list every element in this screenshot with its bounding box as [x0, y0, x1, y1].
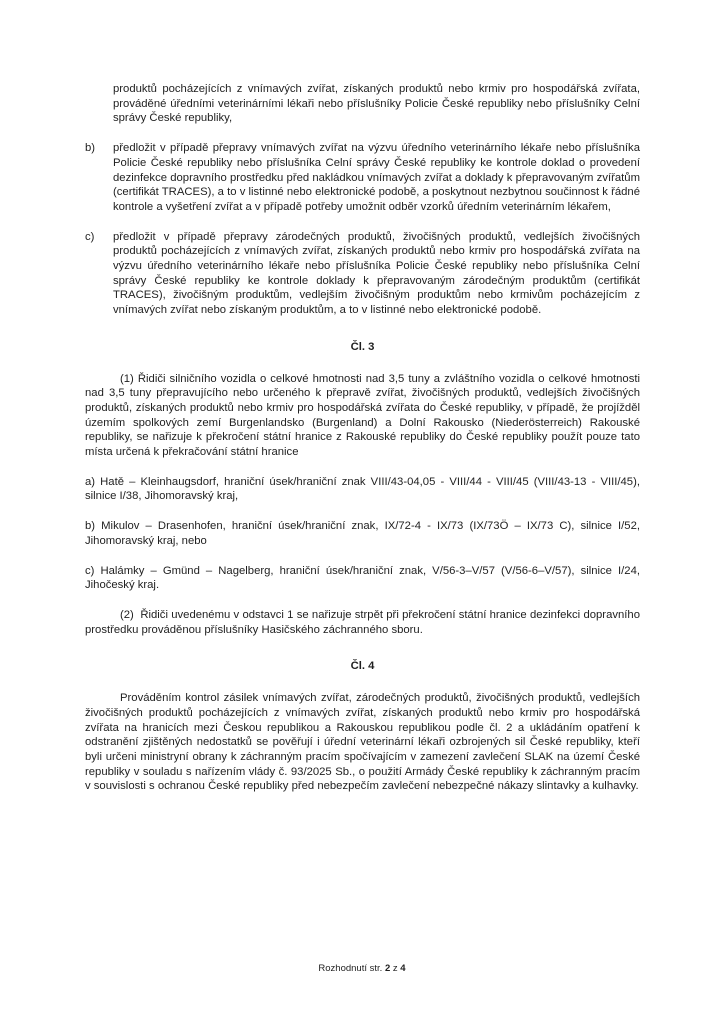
- article-3-paragraph-2: (2) Řidiči uvedenému v odstavci 1 se nařizuje strpět při překročení státní hranice dezinfekci dopravního prostředku prováděnou příslušníky Hasičského záchranného sboru.: [85, 608, 640, 636]
- border-crossing-b: b) Mikulov – Drasenhofen, hraniční úsek/hraniční znak, IX/72-4 - IX/73 (IX/73Ö – IX/73 C), silnice I/52, Jihomoravský kraj, nebo: [85, 520, 640, 547]
- obligation-item-c-label: c): [85, 230, 95, 243]
- footer-of-word: z: [392, 963, 398, 974]
- border-crossing-a: a) Hatě – Kleinhaugsdorf, hraniční úsek/hraniční znak VIII/43-04,05 - VIII/44 - VIII/45 (VIII/43-13 - VIII/45), silnice I/38, Jihomoravský kraj,: [85, 475, 640, 503]
- footer-total-pages: 4: [400, 963, 406, 974]
- footer-label: Rozhodnutí str.: [318, 963, 383, 974]
- page-footer: [0, 963, 724, 975]
- article-3-paragraph-1: (1) Řidiči silničního vozidla o celkové hmotnosti nad 3,5 tuny a zvláštního vozidla o celkové hmotnosti nad 3,5 tuny přepravujícího nebo určeného k přepravě zvířat, živočišných produktů, vedlejších živočišných produktů, získaných produktů nebo krmiv pro hospodářská zvířata do České republiky, v případě, že projížděl územím spolkových zemí Burgenlandsko (Burgenland) a Dolní Rakousko (Niederösterreich) Rakouské republiky, se nařizuje k překročení státní hranice z Rakouské republiky do České republiky použít pouze tato místa určená k překračování státní hranice: [85, 372, 640, 459]
- footer-page-number: 2: [384, 963, 391, 974]
- article-3-heading: Čl. 3: [350, 340, 375, 353]
- obligation-item-b-text: předložit v případě přepravy vnímavých zvířat na výzvu úředního veterinárního lékaře nebo příslušníka Policie České republiky nebo příslušníka Celní správy České republiky ke kontrole doklad o provedení dezinfekce dopravního prostředku před nakládkou vnímavých zvířat a doklady k přepravovaným zvířatům (certifikát TRACES), a to v listinné nebo elektronické podobě, a poskytnout nezbytnou součinnost k řádné kontrole a vyšetření zvířat a v případě potřeby umožnit odběr vzorků úředním veterinárním lékařem,: [113, 142, 640, 213]
- article-4-paragraph: Prováděním kontrol zásilek vnímavých zvířat, zárodečných produktů, živočišných produktů, vedlejších živočišných produktů pocházejících z vnímavých zvířat, získaných produktů nebo krmiv pro hospodářská zvířata na hranicích mezi Českou republikou a Rakouskou republikou podle čl. 2 a ukládáním opatření k odstranění zjištěných nedostatků se pověřují i úřední veterinární lékaři ozbrojených sil České republiky, kteří byli určeni ministryní obrany k záchranným pracím spočívajícím v zamezení zavlečení SLAK na území České republiky v souladu s nařízením vlády č. 93/2025 Sb., o použití Armády České republiky k záchranným pracím v souvislosti s ochranou České republiky před nebezpečím zavlečení nebezpečné nákazy slintavky a kulhavky.: [85, 692, 640, 793]
- obligation-item-c: [85, 230, 640, 318]
- obligation-item-b: [85, 141, 640, 215]
- obligation-item-c-text: předložit v případě přepravy zárodečných produktů, živočišných produktů, vedlejších živočišných produktů pocházejících z vnímavých zvířat, získaných produktů nebo krmiv pro hospodářská zvířata na výzvu úředního veterinárního lékaře nebo příslušníka Policie České republiky nebo příslušníka Celní správy České republiky ke kontrole doklady k přepravovaným zárodečným produktům (certifikát TRACES), živočišným produktům, vedlejším živočišným produktům nebo krmivům pocházejícím z vnímavých zvířat nebo získaným produktům, a to v listinné nebo elektronické podobě.: [113, 230, 640, 317]
- continuation-paragraph: produktů pocházejících z vnímavých zvířat, získaných produktů nebo krmiv pro hospodářská zvířata, prováděné úředními veterinárními lékaři nebo příslušníky Policie České republiky nebo příslušníky Celní správy České republiky,: [113, 83, 640, 125]
- border-crossing-c: c) Halámky – Gmünd – Nagelberg, hraniční úsek/hraniční znak, V/56-3–V/57 (V/56-6–V/57), silnice I/24, Jihočeský kraj.: [85, 564, 640, 592]
- article-4-heading: Čl. 4: [350, 660, 375, 673]
- obligation-item-b-label: b): [85, 142, 96, 155]
